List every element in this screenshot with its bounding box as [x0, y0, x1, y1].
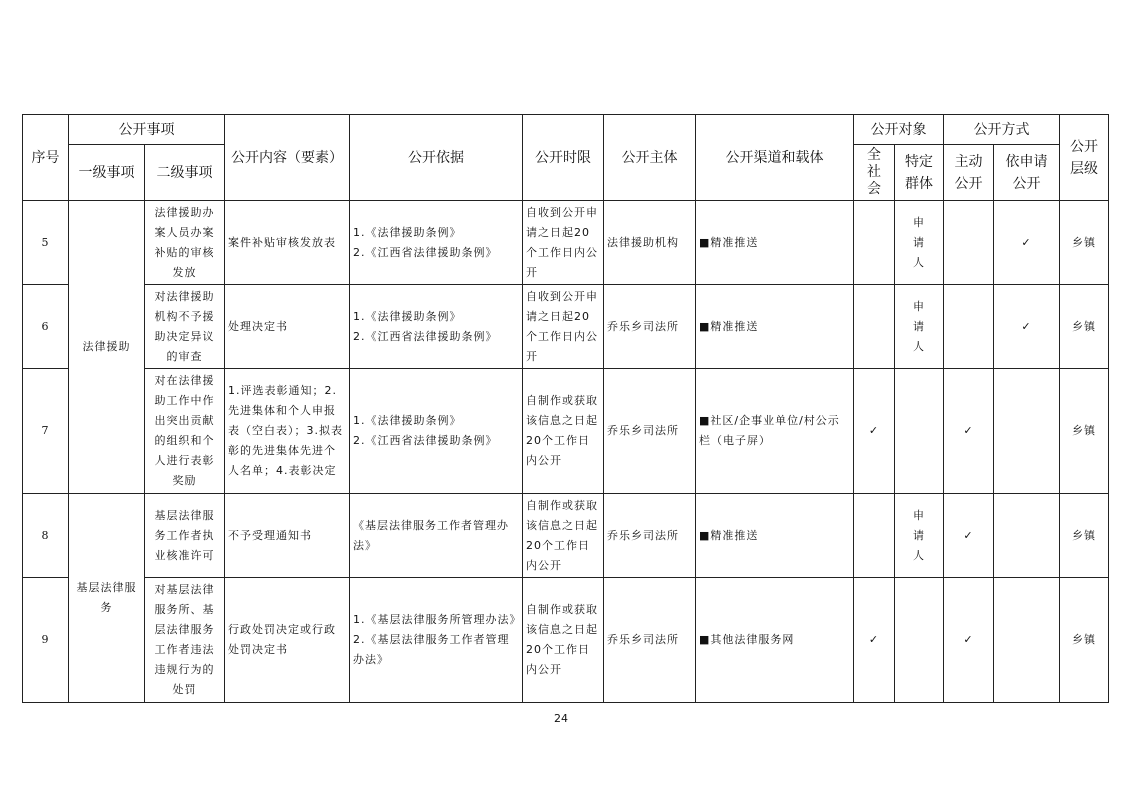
- row-level: 乡镇: [1060, 369, 1109, 494]
- row-basis-line: 1.《法律援助条例》: [353, 225, 462, 239]
- row-seq: 7: [23, 369, 69, 494]
- header-time-limit: 公开时限: [523, 115, 604, 201]
- row-level2: [145, 285, 225, 369]
- row-basis-line: 1.《基层法律服务所管理办法》: [353, 613, 522, 626]
- row-subject: 乔乐乡司法所: [604, 285, 696, 369]
- header-target: 公开对象: [854, 115, 944, 145]
- row-target-all: [854, 494, 895, 578]
- row-time-limit-text: 自收到公开申请之日起20个工作日内公开: [526, 205, 598, 279]
- table-row: [23, 201, 1109, 285]
- row-basis: [350, 201, 523, 285]
- row-time-limit: [523, 494, 604, 578]
- row-seq: 9: [23, 578, 69, 703]
- header-seq: 序号: [23, 115, 69, 201]
- group-grassroots: [69, 494, 145, 703]
- row-channel: ■精准推送: [696, 201, 854, 285]
- row-content: 案件补贴审核发放表: [225, 201, 350, 285]
- row-level2-text: 对基层法律服务所、基层法律服务工作者违法违规行为的处罚: [154, 583, 215, 696]
- header-method-apply-text: 依申请公开: [1005, 153, 1048, 192]
- row-channel: [696, 369, 854, 494]
- row-basis-line: 2.《江西省法律援助条例》: [353, 329, 498, 343]
- row-method-apply: ✓: [994, 201, 1060, 285]
- row-target-specific-text: 申请人: [913, 508, 925, 562]
- table-row: [23, 369, 1109, 494]
- row-target-specific: [895, 578, 944, 703]
- row-channel-text: ■社区/企事业单位/村公示栏（电子屏）: [699, 414, 840, 447]
- row-time-limit-text: 自制作或获取该信息之日起20个工作日内公开: [526, 394, 598, 467]
- row-method-active: [944, 285, 994, 369]
- row-content: [225, 578, 350, 703]
- row-level: 乡镇: [1060, 494, 1109, 578]
- row-time-limit: [523, 285, 604, 369]
- row-method-active: ✓: [944, 494, 994, 578]
- row-subject: 法律援助机构: [604, 201, 696, 285]
- row-method-apply: ✓: [994, 285, 1060, 369]
- row-basis-line: 《基层法律服务工作者管理办法》: [353, 518, 509, 552]
- table-row: [23, 494, 1109, 578]
- header-basis: 公开依据: [350, 115, 523, 201]
- table-row: [23, 578, 1109, 703]
- header-target-all-text: 全社会: [867, 146, 881, 197]
- row-basis-line: 1.《法律援助条例》: [353, 309, 462, 323]
- row-method-active: ✓: [944, 578, 994, 703]
- header-level2: 二级事项: [145, 145, 225, 201]
- row-target-all: ✓: [854, 369, 895, 494]
- row-basis: [350, 494, 523, 578]
- row-time-limit: [523, 201, 604, 285]
- row-level2-text: 基层法律服务工作者执业核准许可: [154, 508, 215, 562]
- table-row: [23, 285, 1109, 369]
- row-content: [225, 369, 350, 494]
- row-method-apply: [994, 494, 1060, 578]
- row-time-limit-text: 自制作或获取该信息之日起20个工作日内公开: [526, 603, 598, 676]
- header-method-active: [944, 145, 994, 201]
- header-items: 公开事项: [69, 115, 225, 145]
- row-basis-line: 2.《基层法律服务工作者管理办法》: [353, 633, 510, 666]
- row-target-specific: [895, 369, 944, 494]
- row-basis: [350, 578, 523, 703]
- row-basis: [350, 285, 523, 369]
- row-time-limit-text: 自收到公开申请之日起20个工作日内公开: [526, 289, 598, 363]
- row-target-specific: [895, 201, 944, 285]
- row-level: 乡镇: [1060, 285, 1109, 369]
- row-level2-text: 对在法律援助工作中作出突出贡献的组织和个人进行表彰奖励: [154, 374, 215, 487]
- header-method-active-text: 主动公开: [954, 153, 983, 192]
- row-method-active: ✓: [944, 369, 994, 494]
- row-time-limit: [523, 578, 604, 703]
- row-target-all: ✓: [854, 578, 895, 703]
- row-channel: ■精准推送: [696, 285, 854, 369]
- row-subject: 乔乐乡司法所: [604, 578, 696, 703]
- row-target-all: [854, 285, 895, 369]
- header-method-apply: [994, 145, 1060, 201]
- row-level2-text: 法律援助办案人员办案补贴的审核发放: [154, 205, 215, 279]
- row-time-limit-text: 自制作或获取该信息之日起20个工作日内公开: [526, 498, 598, 572]
- row-subject: 乔乐乡司法所: [604, 369, 696, 494]
- row-level2: [145, 494, 225, 578]
- header-target-specific-text: 特定群体: [905, 153, 933, 192]
- row-basis-line: 2.《江西省法律援助条例》: [353, 245, 498, 259]
- row-seq: 6: [23, 285, 69, 369]
- header-target-specific: [895, 145, 944, 201]
- row-level2: [145, 578, 225, 703]
- header-level-text: 公开层级: [1070, 138, 1098, 177]
- row-basis-line: 1.《法律援助条例》: [353, 414, 462, 427]
- row-basis-line: 2.《江西省法律援助条例》: [353, 434, 498, 447]
- row-content-text: 行政处罚决定或行政处罚决定书: [228, 623, 336, 656]
- header-method: 公开方式: [944, 115, 1060, 145]
- row-content: 处理决定书: [225, 285, 350, 369]
- header-content: 公开内容（要素）: [225, 115, 350, 201]
- header-row-1: [23, 115, 1109, 145]
- row-target-specific: [895, 494, 944, 578]
- header-target-all: [854, 145, 895, 201]
- row-method-apply: [994, 369, 1060, 494]
- row-seq: 5: [23, 201, 69, 285]
- group-legal-aid: 法律援助: [69, 201, 145, 494]
- row-method-apply: [994, 578, 1060, 703]
- row-seq: 8: [23, 494, 69, 578]
- header-subject: 公开主体: [604, 115, 696, 201]
- row-level2: [145, 201, 225, 285]
- row-target-specific-text: 申请人: [913, 215, 925, 269]
- page-number: 24: [554, 712, 568, 725]
- row-subject: 乔乐乡司法所: [604, 494, 696, 578]
- row-target-all: [854, 201, 895, 285]
- row-channel: ■精准推送: [696, 494, 854, 578]
- row-target-specific-text: 申请人: [913, 299, 925, 353]
- row-channel: ■其他法律服务网: [696, 578, 854, 703]
- row-content: 不予受理通知书: [225, 494, 350, 578]
- row-level: 乡镇: [1060, 201, 1109, 285]
- row-level2: [145, 369, 225, 494]
- header-level: [1060, 115, 1109, 201]
- row-level2-text: 对法律援助机构不予援助决定异议的审查: [154, 289, 215, 363]
- header-channel: 公开渠道和载体: [696, 115, 854, 201]
- row-basis: [350, 369, 523, 494]
- group-grassroots-text: 基层法律服务: [76, 581, 137, 614]
- header-level1: 一级事项: [69, 145, 145, 201]
- row-content-text: 1.评选表彰通知；2.先进集体和个人申报表（空白表）；3.拟表彰的先进集体先进个人名单；4.表彰决定: [228, 384, 343, 477]
- row-level: 乡镇: [1060, 578, 1109, 703]
- disclosure-table: [22, 114, 1109, 703]
- row-time-limit: [523, 369, 604, 494]
- row-method-active: [944, 201, 994, 285]
- row-target-specific: [895, 285, 944, 369]
